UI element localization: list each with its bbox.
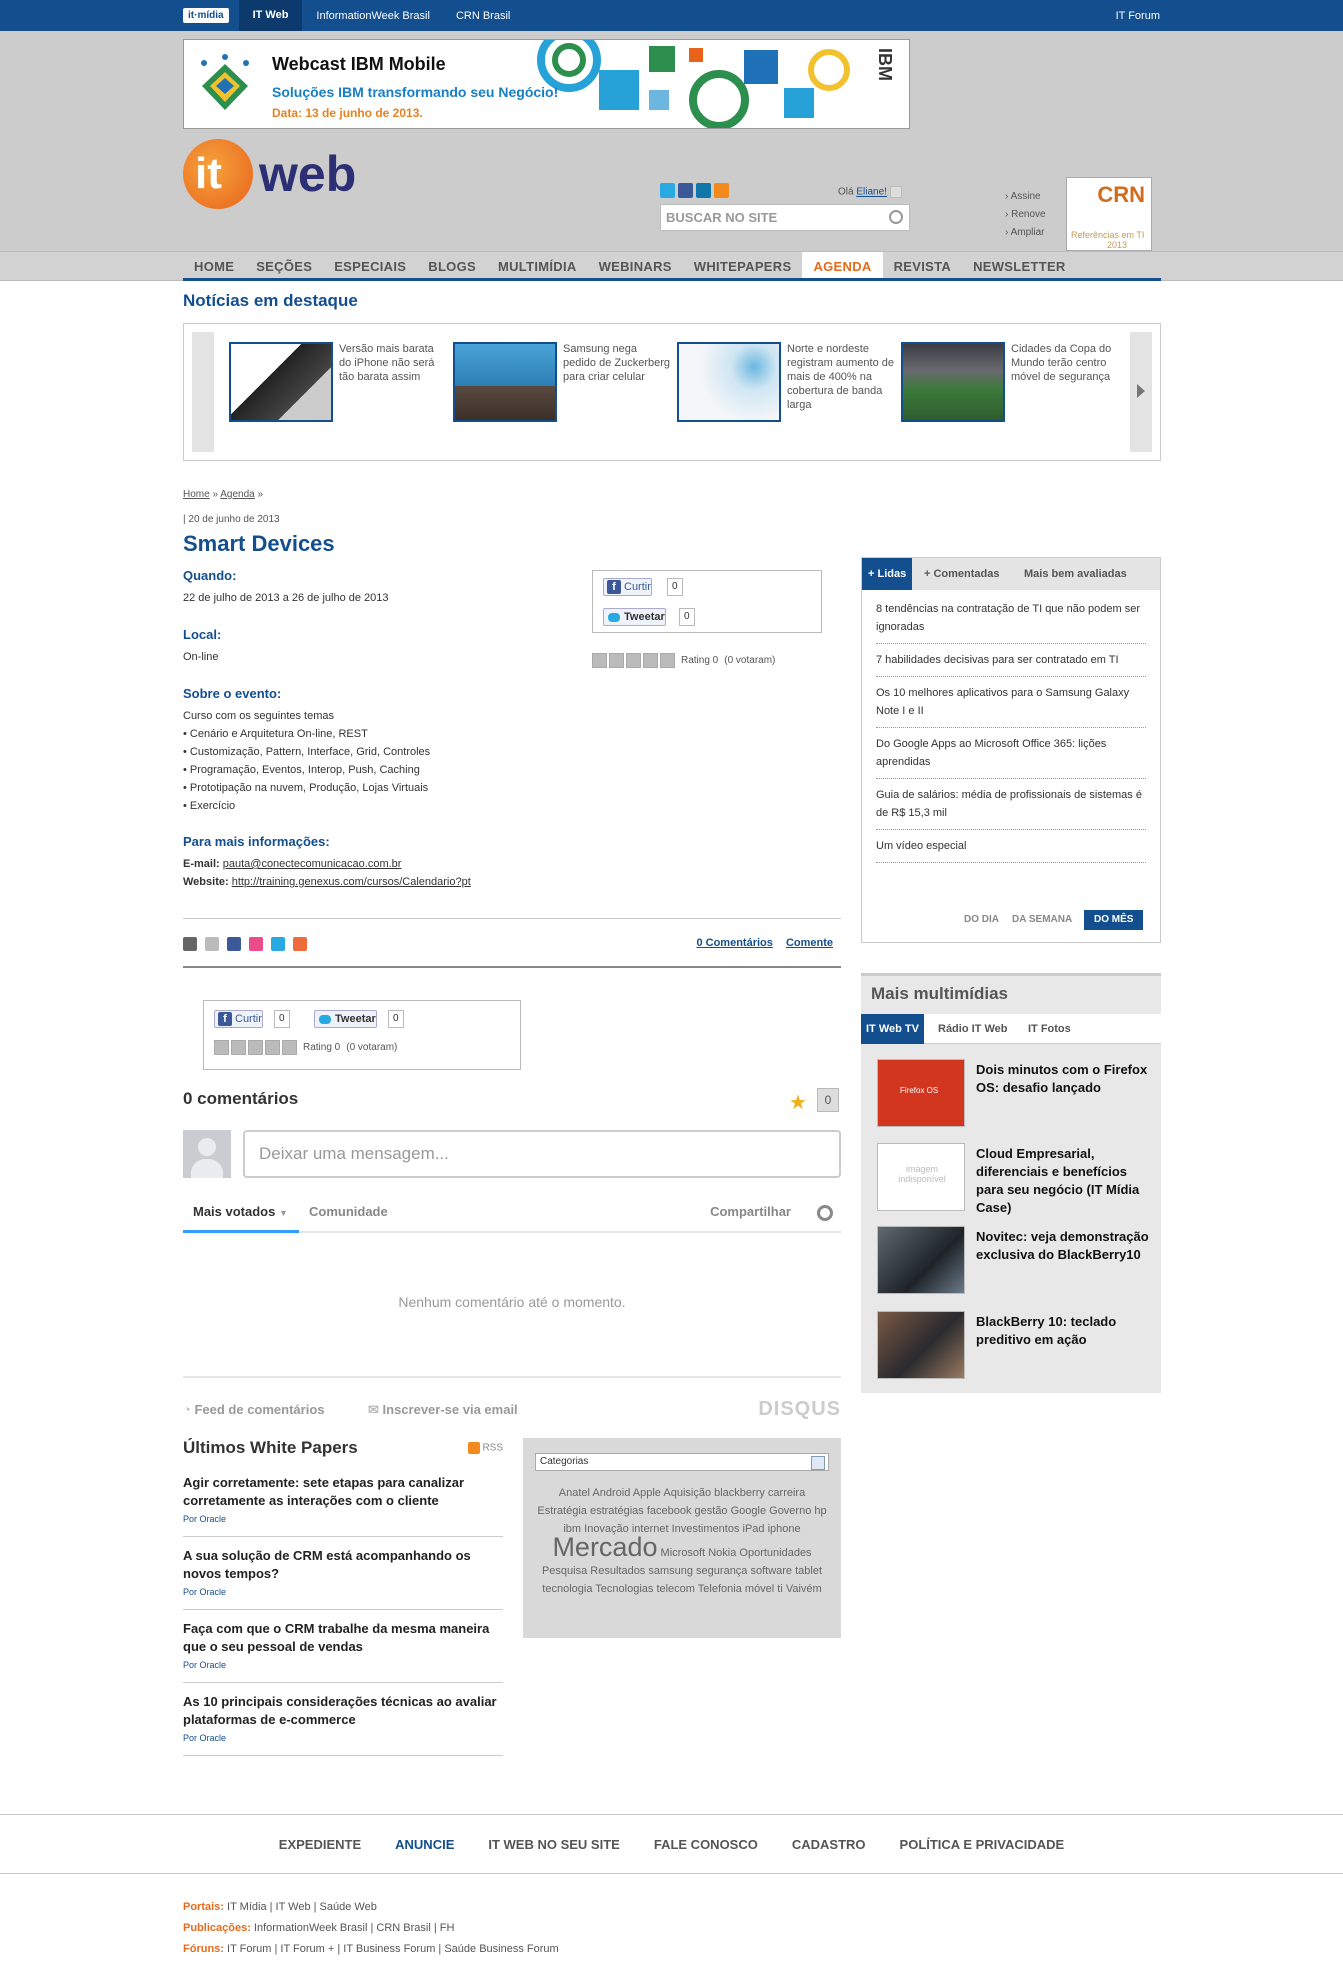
multimedia-box <box>861 973 1161 1393</box>
link-crn-brasil[interactable]: CRN Brasil <box>455 9 511 22</box>
footer-politica[interactable]: POLÍTICA E PRIVACIDADE <box>899 1837 1065 1852</box>
about-line: • Exercício <box>183 800 236 812</box>
link-ampliar[interactable]: Ampliar <box>1010 227 1045 238</box>
empty-comments: Nenhum comentário até o momento. <box>398 1294 626 1310</box>
tab-mais-votados-label: Mais votados <box>193 1204 276 1219</box>
banner-date: Data: 13 de junho de 2013. <box>272 106 423 120</box>
star-icon[interactable] <box>248 1040 263 1055</box>
whitepaper-author[interactable]: Por Oracle <box>183 1660 227 1670</box>
nav-newsletter[interactable]: NEWSLETTER <box>973 259 1066 274</box>
email-label: E-mail: <box>183 858 220 870</box>
ad-banner[interactable] <box>183 39 910 129</box>
addthis-icon[interactable] <box>293 937 307 951</box>
tweet-button[interactable]: Tweetar <box>603 608 666 626</box>
highlight-item[interactable] <box>453 342 673 442</box>
multimedia-item[interactable] <box>877 1226 1157 1296</box>
envelope-icon: ✉ <box>368 1402 383 1417</box>
multimedia-tabs <box>861 1014 1161 1044</box>
most-read-box <box>861 557 1161 943</box>
whitepaper-author[interactable]: Por Oracle <box>183 1733 227 1743</box>
search-input[interactable] <box>660 204 910 231</box>
tag-mercado[interactable]: Mercado <box>552 1532 658 1562</box>
footer-cadastro[interactable]: CADASTRO <box>791 1837 866 1852</box>
multimedia-item[interactable] <box>877 1311 1157 1381</box>
recommend-count: 0 <box>817 1088 839 1112</box>
user-name-link[interactable]: Eliane! <box>856 186 887 198</box>
email-subscribe-label: Inscrever-se via email <box>382 1402 518 1417</box>
chevron-down-icon: ▼ <box>278 1208 288 1218</box>
highlight-thumb[interactable] <box>677 342 781 422</box>
star-icon: ★ <box>789 1092 807 1114</box>
rss-icon[interactable] <box>714 183 729 198</box>
nav-home[interactable]: HOME <box>194 259 235 274</box>
email-icon[interactable] <box>205 937 219 951</box>
tab-it-fotos[interactable]: IT Fotos <box>1028 1023 1071 1035</box>
multimedia-title-link[interactable]: Novitec: veja demonstração exclusiva do BlackBerry10 <box>976 1229 1149 1262</box>
highlight-thumb[interactable] <box>229 342 333 422</box>
article-toolbar <box>183 918 841 968</box>
share-button[interactable]: Compartilhar <box>710 1204 791 1219</box>
comment-input[interactable]: Deixar uma mensagem... <box>243 1130 841 1178</box>
twitter-icon[interactable] <box>660 183 675 198</box>
breadcrumb: Home » Agenda » <box>183 489 264 500</box>
link-informationweek[interactable]: InformationWeek Brasil <box>316 9 430 22</box>
most-read-list <box>876 600 1146 870</box>
feed-label: Feed de comentários <box>194 1402 325 1417</box>
logo-web-text: web <box>259 146 357 202</box>
tab-comunidade[interactable]: Comunidade <box>309 1204 388 1219</box>
video-thumb[interactable] <box>877 1226 965 1294</box>
website-label: Website: <box>183 876 229 888</box>
star-icon[interactable] <box>592 653 607 668</box>
nav-multimidia[interactable]: MULTIMÍDIA <box>497 259 577 274</box>
banner-title: Webcast IBM Mobile <box>272 54 446 74</box>
footer-links <box>183 1897 559 1960</box>
footer-anuncie[interactable]: ANUNCIE <box>395 1837 455 1852</box>
like-count: 0 <box>667 578 683 596</box>
ibm-mobile-icon <box>192 54 258 118</box>
top-bar <box>0 0 1343 31</box>
print-icon[interactable] <box>183 937 197 951</box>
highlight-item[interactable] <box>229 342 449 442</box>
star-icon[interactable] <box>282 1040 297 1055</box>
whitepapers-title: Últimos White Papers <box>183 1438 358 1457</box>
twitter-icon[interactable] <box>271 937 285 951</box>
rating-stars <box>592 653 775 668</box>
multimedia-item[interactable] <box>877 1059 1157 1129</box>
multimedia-item[interactable] <box>877 1143 1157 1213</box>
email-subscribe-link[interactable] <box>368 1402 518 1418</box>
where-label: Local: <box>183 627 222 642</box>
search-icon[interactable] <box>889 210 903 224</box>
comment-link[interactable]: Comente <box>785 937 833 949</box>
when-value: 22 de julho de 2013 a 26 de julho de 2013 <box>183 592 389 604</box>
social-icons <box>660 183 729 198</box>
itmidia-logo[interactable]: it·mídia <box>183 8 229 23</box>
tweet-button[interactable]: Tweetar <box>314 1010 377 1028</box>
article-date: | 20 de junho de 2013 <box>183 514 280 525</box>
rating-label: Rating 0 <box>681 655 719 666</box>
tag-cloud[interactable] <box>535 1484 829 1598</box>
comments-count-link[interactable]: 0 Comentários <box>696 937 773 949</box>
most-read-tabs <box>862 558 1160 590</box>
list-item[interactable]: Um vídeo especial <box>876 837 1146 863</box>
website-link[interactable]: http://training.genexus.com/cursos/Calendario?pt <box>231 876 471 888</box>
tweet-count: 0 <box>679 608 695 626</box>
period-semana[interactable]: DA SEMANA <box>1012 914 1073 925</box>
disqus-logo[interactable]: DISQUS <box>758 1398 841 1420</box>
link-renove[interactable]: Renove <box>1011 209 1046 220</box>
where-value: On-line <box>183 651 219 663</box>
link-it-forum[interactable]: IT Forum <box>1115 9 1160 22</box>
info-contacts <box>183 855 471 891</box>
star-icon[interactable] <box>214 1040 229 1055</box>
whitepaper-item[interactable] <box>183 1464 503 1537</box>
about-line: • Prototipação na nuvem, Produção, Lojas Virtuais <box>183 782 429 794</box>
star-icon[interactable] <box>609 653 624 668</box>
video-thumb[interactable] <box>877 1311 965 1379</box>
logo-it-text: it <box>195 149 222 198</box>
about-line: • Cenário e Arquitetura On-line, REST <box>183 728 368 740</box>
multimedia-title: Mais multimídias <box>871 984 1008 1003</box>
breadcrumb-home[interactable]: Home <box>183 489 210 500</box>
star-icon[interactable] <box>265 1040 280 1055</box>
when-label: Quando: <box>183 568 237 583</box>
highlight-item[interactable] <box>901 342 1121 442</box>
info-label: Para mais informações: <box>183 834 330 849</box>
about-text <box>183 707 430 815</box>
banner-pattern <box>529 40 910 129</box>
multimedia-title-link[interactable]: BlackBerry 10: teclado preditivo em ação <box>976 1314 1117 1347</box>
video-thumb-caption: Firefox OS <box>900 1086 939 1095</box>
like-count: 0 <box>274 1010 290 1028</box>
facebook-icon[interactable] <box>227 937 241 951</box>
whitepapers-section <box>183 1438 503 1756</box>
about-label: Sobre o evento: <box>183 686 282 701</box>
tab-it-web-tv[interactable]: IT Web TV <box>861 1014 924 1044</box>
tag-cloud-text[interactable]: Anatel Android Apple Aquisição blackberry carreira Estratégia estratégias facebook gestão Google Governo hp ibm Inovação internet Investimentos iPad iphone <box>537 1487 827 1535</box>
rating-label: Rating 0 <box>303 1042 341 1053</box>
list-item[interactable]: Os 10 melhores aplicativos para o Samsung Galaxy Note I e II <box>876 684 1146 728</box>
nav-secoes[interactable]: SEÇÕES <box>256 259 313 274</box>
highlight-thumb[interactable] <box>901 342 1005 422</box>
whitepaper-title[interactable]: As 10 principais considerações técnicas ao avaliar plataformas de e-commerce <box>183 1694 497 1727</box>
whitepaper-title[interactable]: Agir corretamente: sete etapas para canalizar corretamente as interações com o cliente <box>183 1475 465 1508</box>
main-nav <box>0 251 1343 281</box>
list-item[interactable]: Do Google Apps ao Microsoft Office 365: lições aprendidas <box>876 735 1146 779</box>
disqus-footer <box>183 1376 841 1420</box>
itweb-logo[interactable] <box>183 139 363 209</box>
orkut-icon[interactable] <box>249 937 263 951</box>
whitepaper-item[interactable] <box>183 1683 503 1756</box>
highlight-item[interactable] <box>677 342 897 442</box>
portais-links[interactable]: IT Mídia | IT Web | Saúde Web <box>227 1901 377 1913</box>
tab-radio-it-web[interactable]: Rádio IT Web <box>938 1023 1008 1035</box>
disqus-tabs <box>183 1195 841 1233</box>
tab-mais-bem-avaliadas[interactable]: Mais bem avaliadas <box>1024 568 1127 580</box>
top-bar-inner <box>183 0 1160 31</box>
foruns-links[interactable]: IT Forum | IT Forum + | IT Business Forum | Saúde Business Forum <box>227 1943 559 1955</box>
categories-select[interactable]: Categorias <box>535 1453 829 1471</box>
avatar <box>183 1130 231 1178</box>
whitepaper-item[interactable] <box>183 1537 503 1610</box>
star-icon[interactable] <box>643 653 658 668</box>
list-item[interactable]: Guia de salários: média de profissionais de sistemas é de R$ 15,3 mil <box>876 786 1146 830</box>
categories-box <box>523 1438 841 1638</box>
footer-nav-items <box>0 1815 1343 1875</box>
star-icon[interactable] <box>231 1040 246 1055</box>
whitepaper-title[interactable]: A sua solução de CRM está acompanhando os novos tempos? <box>183 1548 471 1581</box>
search-placeholder: BUSCAR NO SITE <box>666 210 778 225</box>
whitepapers-header <box>183 1438 503 1464</box>
carousel-next-button[interactable] <box>1130 332 1152 452</box>
email-link[interactable]: pauta@conectecomunicacao.com.br <box>222 858 402 870</box>
linkedin-icon[interactable] <box>696 183 711 198</box>
highlights-carousel <box>183 323 1161 461</box>
nav-blogs[interactable]: BLOGS <box>428 259 476 274</box>
nav-agenda[interactable]: AGENDA <box>802 252 882 282</box>
tag-cloud-text[interactable]: Microsoft Nokia Oportunidades Pesquisa Resultados samsung segurança software tablet tecnologia Tecnologias telecom Telefonia móvel ti Vaivém <box>541 1547 823 1595</box>
list-item[interactable]: 7 habilidades decisivas para ser contratado em TI <box>876 651 1146 677</box>
rss-icon: ◔ <box>183 1402 195 1417</box>
page-title: Smart Devices <box>183 531 335 556</box>
footer-it-web-no-seu-site[interactable]: IT WEB NO SEU SITE <box>488 1837 620 1852</box>
facebook-like-button[interactable]: f Curtir <box>603 578 652 596</box>
video-thumb[interactable] <box>877 1059 965 1127</box>
carousel-prev-button[interactable] <box>192 332 214 452</box>
tweet-count: 0 <box>388 1010 404 1028</box>
highlight-text[interactable]: Versão mais barata do iPhone não será tão barata assim <box>339 343 435 383</box>
crn-year: 2013 <box>1107 240 1128 250</box>
period-filter <box>862 910 1160 930</box>
tab-mais-votados[interactable] <box>183 1195 299 1233</box>
tab-it-web[interactable]: IT Web <box>239 0 303 31</box>
about-line: Curso com os seguintes temas <box>183 710 335 722</box>
feed-link[interactable] <box>183 1402 325 1417</box>
gear-icon[interactable] <box>817 1205 833 1221</box>
breadcrumb-agenda[interactable]: Agenda <box>220 489 255 500</box>
nav-webinars[interactable]: WEBINARS <box>598 259 672 274</box>
crn-subtitle: Referências em TI <box>1071 230 1145 240</box>
rating-stars <box>214 1040 397 1055</box>
footer-fale-conosco[interactable]: FALE CONOSCO <box>653 1837 758 1852</box>
crn-magazine-cover[interactable] <box>1066 177 1152 251</box>
comment-links <box>686 937 833 949</box>
ibm-logo: IBM <box>875 48 895 81</box>
foruns-label: Fóruns: <box>183 1943 224 1955</box>
star-icon[interactable] <box>660 653 675 668</box>
about-line: • Customização, Pattern, Interface, Grid, Controles <box>183 746 431 758</box>
star-icon[interactable] <box>626 653 641 668</box>
footer-nav <box>0 1814 1343 1874</box>
rating-votes: (0 votaram) <box>724 655 776 666</box>
banner-artwork <box>529 40 910 129</box>
period-mes[interactable]: DO MÊS <box>1084 910 1143 930</box>
multimedia-title-link[interactable]: Dois minutos com o Firefox OS: desafio lançado <box>976 1062 1148 1095</box>
rating-votes: (0 votaram) <box>346 1042 398 1053</box>
highlight-text[interactable]: Norte e nordeste registram aumento de mais de 400% na cobertura de banda larga <box>787 343 894 411</box>
whitepaper-item[interactable] <box>183 1610 503 1683</box>
publicacoes-label: Publicações: <box>183 1922 251 1934</box>
recommend-button[interactable] <box>789 1088 841 1112</box>
video-thumb[interactable] <box>877 1143 965 1211</box>
subscribe-links: › Assine › Renove › Ampliar <box>1005 191 1046 238</box>
period-dia[interactable]: DO DIA <box>964 914 999 925</box>
rss-label: RSS <box>482 1442 503 1454</box>
publicacoes-links[interactable]: InformationWeek Brasil | CRN Brasil | FH <box>253 1922 455 1934</box>
tab-lidas[interactable]: + Lidas <box>862 558 912 590</box>
nav-whitepapers[interactable]: WHITEPAPERS <box>693 259 792 274</box>
link-assine[interactable]: Assine <box>1010 191 1041 202</box>
whitepaper-author[interactable]: Por Oracle <box>183 1587 227 1597</box>
whitepaper-title[interactable]: Faça com que o CRM trabalhe da mesma maneira que o seu pessoal de vendas <box>183 1621 490 1654</box>
share-box-bottom <box>203 1000 521 1070</box>
whitepaper-author[interactable]: Por Oracle <box>183 1514 227 1524</box>
facebook-icon[interactable] <box>678 183 693 198</box>
nav-revista[interactable]: REVISTA <box>893 259 952 274</box>
banner-subtitle: Soluções IBM transformando seu Negócio! <box>272 84 559 100</box>
list-item[interactable]: 8 tendências na contratação de TI que não podem ser ignoradas <box>876 600 1146 644</box>
highlight-thumb[interactable] <box>453 342 557 422</box>
chevron-down-icon[interactable] <box>890 186 902 198</box>
about-line: • Programação, Eventos, Interop, Push, Caching <box>183 764 420 776</box>
user-greeting <box>838 186 902 198</box>
portais-label: Portais: <box>183 1901 224 1913</box>
multimedia-title-link[interactable]: Cloud Empresarial, diferenciais e benefícios para seu negócio (IT Mídia Case) <box>976 1146 1140 1215</box>
whitepapers-rss-link[interactable] <box>468 1442 503 1454</box>
comments-count: 0 comentários <box>183 1089 299 1108</box>
crn-title: CRN <box>1097 182 1145 207</box>
nav-especiais[interactable]: ESPECIAIS <box>334 259 407 274</box>
greeting-label: Olá <box>838 186 854 198</box>
thumb-unavailable: imagem indisponível <box>898 1164 946 1184</box>
share-box <box>592 570 822 633</box>
highlights-title: Notícias em destaque <box>183 278 1161 311</box>
tab-comentadas[interactable]: + Comentadas <box>924 568 1000 580</box>
footer-expediente[interactable]: EXPEDIENTE <box>278 1837 362 1852</box>
highlight-text[interactable]: Cidades da Copa do Mundo terão centro móvel de segurança <box>1011 343 1112 383</box>
rss-icon <box>468 1442 480 1454</box>
facebook-like-button[interactable]: f Curtir <box>214 1010 263 1028</box>
site-header <box>0 31 1343 274</box>
highlight-text[interactable]: Samsung nega pedido de Zuckerberg para criar celular <box>563 343 671 383</box>
